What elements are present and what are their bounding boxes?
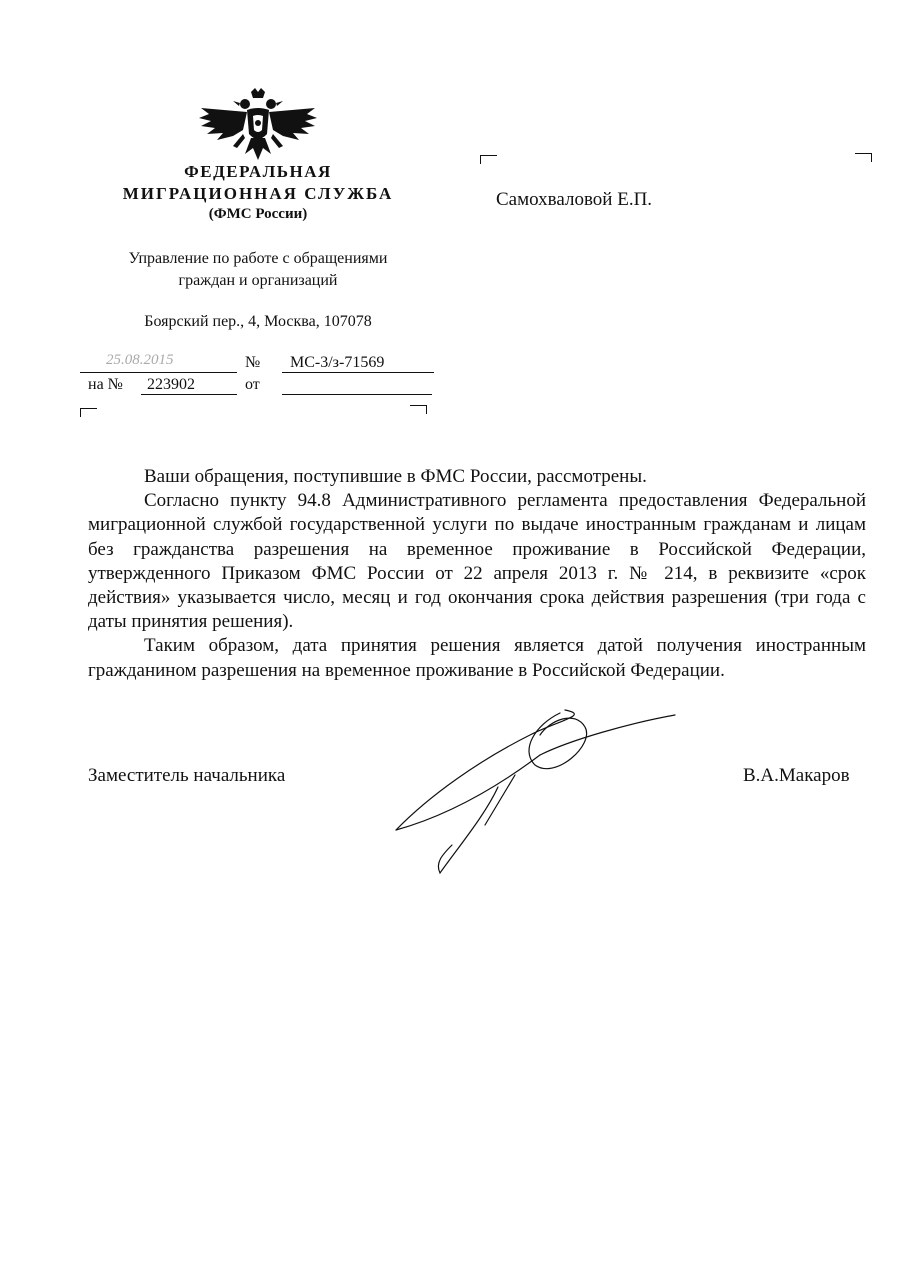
date-stamp-field — [80, 354, 237, 373]
department-line1: Управление по работе с обращениями — [128, 250, 388, 267]
corner-bracket-top-right — [410, 405, 427, 414]
org-name-line2: МИГРАЦИОННАЯ СЛУЖБА — [122, 184, 394, 203]
number-field — [282, 354, 434, 373]
body-paragraph: Ваши обращения, поступившие в ФМС России, рассмотрены. — [144, 466, 647, 487]
from-label: от — [245, 376, 260, 393]
org-name-abbrev: (ФМС России) — [208, 206, 308, 222]
signatory-name: В.А.Макаров — [743, 765, 850, 786]
recipient-name: Самохваловой Е.П. — [496, 189, 653, 210]
corner-bracket-top-right — [855, 153, 872, 162]
ref-label: на № — [88, 376, 123, 393]
double-headed-eagle-emblem — [197, 86, 319, 164]
ref-value: 223902 — [147, 376, 195, 393]
number-label: № — [245, 354, 261, 371]
handwritten-signature — [390, 705, 680, 880]
corner-bracket-top-left — [80, 408, 97, 417]
number-value: МС-3/з-71569 — [290, 354, 385, 371]
department-line2: граждан и организаций — [178, 272, 338, 289]
signatory-title: Заместитель начальника — [88, 765, 286, 786]
letter-body — [88, 465, 866, 683]
date-stamp: 25.08.2015 — [106, 352, 174, 368]
org-address: Боярский пер., 4, Москва, 107078 — [144, 313, 372, 330]
from-field — [282, 376, 432, 395]
org-name-line1: ФЕДЕРАЛЬНАЯ — [184, 162, 332, 181]
ref-field — [141, 376, 237, 395]
corner-bracket-top-left — [480, 155, 497, 164]
body-paragraph: Таким образом, дата принятия решения является датой получения иностранным гражданином разрешения на временное проживание в Российской Федерации. — [88, 635, 866, 681]
body-paragraph: Согласно пункту 94.8 Административного регламента предоставления Федеральной миграционной службой государственной услуги по выдаче иностранным гражданам и лицам без гражданства разрешения на временное проживание в Российской Федерации, утвержденного Приказом ФМС России от 22 апреля 2013 г. № 214, в реквизите «срок действия» указывается число, месяц и год окончания срока действия разрешения (три года с даты принятия решения). — [88, 490, 866, 633]
